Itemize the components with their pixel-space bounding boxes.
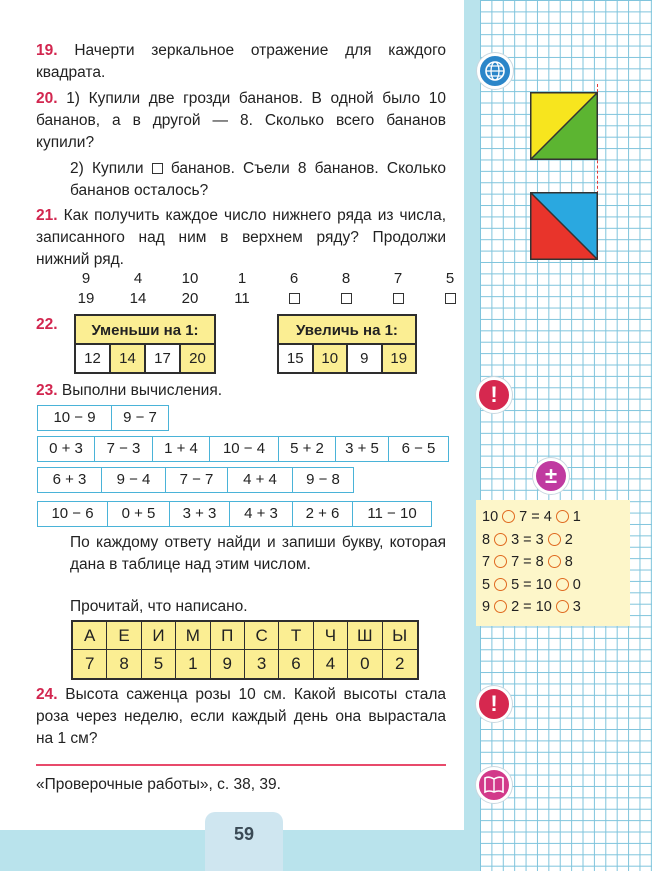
- task-text: 2) Купили: [70, 160, 144, 177]
- table-title: Увеличь на 1:: [279, 316, 415, 345]
- number-cell: 7: [393, 270, 403, 287]
- expression-cell: 0 + 3: [38, 437, 95, 461]
- task-22: [36, 314, 58, 336]
- comparison-line: 8 3 = 3 2: [482, 531, 573, 548]
- task-text: бананов. Съели 8 бананов. Сколько бананов осталось?: [70, 160, 447, 199]
- plus-minus-icon: ±: [533, 458, 569, 494]
- number-cell: 20: [181, 290, 199, 307]
- task-23-read: Прочитай, что написано.: [70, 598, 248, 615]
- digit-cell: 2: [383, 650, 417, 678]
- letter-cell: П: [211, 622, 245, 650]
- letter-cell: Ы: [383, 622, 417, 650]
- number-cell: 5: [445, 270, 455, 287]
- expression-cell: 10 − 4: [210, 437, 279, 461]
- task-19: [36, 40, 446, 84]
- number-cell: 10: [181, 270, 199, 287]
- page-number: 59: [233, 824, 255, 844]
- expression-cell: 10 − 6: [38, 502, 108, 526]
- globe-icon: [477, 53, 513, 89]
- number-cell: 19: [77, 290, 95, 307]
- digit-cell: 4: [314, 650, 348, 678]
- expression-cell: 9 − 4: [102, 468, 166, 492]
- number-cell: 1: [237, 270, 247, 287]
- expression-cell: 7 − 7: [166, 468, 228, 492]
- task-number: 21.: [36, 207, 58, 224]
- task-number: 23.: [36, 382, 58, 399]
- expression-row: [37, 501, 432, 527]
- digit-cell: 7: [73, 650, 107, 678]
- number-cell: 6: [289, 270, 299, 287]
- expression-cell: 6 − 5: [401, 440, 436, 457]
- number-row-top: [60, 270, 476, 287]
- comparison-panel: [476, 500, 630, 626]
- letter-cell: Е: [107, 622, 141, 650]
- table-cell: 15: [279, 345, 314, 372]
- divider-line: [36, 764, 446, 766]
- decrease-table: [74, 314, 216, 374]
- comparison-line: 9 2 = 10 3: [482, 599, 581, 615]
- task-21: [36, 205, 446, 271]
- expression-cell: 2 + 6: [293, 502, 353, 526]
- expression-cell: 10 − 9: [38, 406, 112, 430]
- expression-row: [37, 467, 354, 493]
- book-icon: [476, 767, 512, 803]
- comparison-line: 7 7 = 8 8: [482, 554, 573, 570]
- expression-cell: 9 − 7: [123, 409, 157, 426]
- yellow-green-square: [530, 92, 598, 160]
- digit-cell: 6: [279, 650, 313, 678]
- task-23-instruction: По каждому ответу найди и запиши букву, которая дана в таблице над этим числом.: [70, 534, 446, 573]
- task-20-part2: [70, 158, 446, 202]
- digit-cell: 8: [107, 650, 141, 678]
- number-cell: 11: [234, 290, 250, 307]
- workbook-reference: «Проверочные работы», с. 38, 39.: [36, 776, 281, 793]
- expression-cell: 3 + 3: [170, 502, 230, 526]
- number-cell: 8: [341, 270, 351, 287]
- table-cell: 14: [111, 345, 146, 372]
- task-text: 1) Купили две грозди бананов. В одной было 10 бананов, а в другой — 8. Сколько всего бананов купили?: [36, 90, 446, 151]
- empty-box-cell: [372, 290, 424, 307]
- task-text: Выполни вычисления.: [61, 382, 223, 399]
- empty-box: [152, 163, 163, 174]
- number-cell: 9: [81, 270, 91, 287]
- task-number: 20.: [36, 90, 58, 107]
- letter-cell: С: [245, 622, 279, 650]
- empty-box-cell: [424, 290, 476, 307]
- task-number: 19.: [36, 42, 58, 59]
- exclamation-icon: !: [476, 377, 512, 413]
- table-cell: 9: [348, 345, 383, 372]
- expression-row: [37, 405, 169, 431]
- letter-code-table: [71, 620, 419, 680]
- letter-cell: Т: [279, 622, 313, 650]
- expression-cell: 9 − 8: [306, 471, 340, 488]
- table-cell: 12: [76, 345, 111, 372]
- number-row-bottom: [60, 290, 476, 307]
- expression-cell: 7 − 3: [95, 437, 153, 461]
- comparison-line: 5 5 = 10 0: [482, 576, 581, 593]
- letter-cell: И: [142, 622, 176, 650]
- letter-cell: Ч: [314, 622, 348, 650]
- table-cell: 10: [314, 345, 349, 372]
- task-20: [36, 88, 446, 154]
- table-cell: 20: [181, 345, 214, 372]
- letter-cell: Ш: [348, 622, 382, 650]
- expression-cell: 1 + 4: [153, 437, 210, 461]
- expression-cell: 5 + 2: [279, 437, 336, 461]
- empty-box-cell: [268, 290, 320, 307]
- expression-cell: 6 + 3: [38, 468, 102, 492]
- red-blue-square: [530, 192, 598, 260]
- expression-row: [37, 436, 449, 462]
- task-number: 22.: [36, 316, 58, 333]
- expression-cell: 4 + 4: [228, 468, 293, 492]
- task-23: [36, 380, 222, 402]
- task-24: [36, 684, 446, 750]
- number-cell: 4: [133, 270, 143, 287]
- task-text: Начерти зеркальное отражение для каждого квадрата.: [36, 42, 447, 81]
- expression-cell: 0 + 5: [108, 502, 170, 526]
- expression-cell: 3 + 5: [336, 437, 389, 461]
- task-number: 24.: [36, 686, 58, 703]
- increase-table: [277, 314, 417, 374]
- letter-cell: М: [176, 622, 210, 650]
- digit-cell: 1: [176, 650, 210, 678]
- table-title: Уменьши на 1:: [76, 316, 214, 345]
- comparison-line: 10 7 = 4 1: [482, 509, 581, 525]
- table-cell: 17: [146, 345, 181, 372]
- number-cell: 14: [129, 290, 147, 307]
- empty-box-cell: [320, 290, 372, 307]
- letter-cell: А: [73, 622, 107, 650]
- table-cell: 19: [383, 345, 416, 372]
- expression-cell: 4 + 3: [230, 502, 293, 526]
- task-text: Высота саженца розы 10 см. Какой высоты стала роза через неделю, если каждый день она вырастала на 1 см?: [36, 686, 446, 747]
- digit-cell: 3: [245, 650, 279, 678]
- task-text: Как получить каждое число нижнего ряда из числа, записанного над ним в верхнем ряду? Продолжи нижний ряд.: [36, 207, 446, 268]
- exclamation-icon: !: [476, 686, 512, 722]
- digit-cell: 0: [348, 650, 382, 678]
- digit-cell: 9: [211, 650, 245, 678]
- digit-cell: 5: [142, 650, 176, 678]
- expression-cell: 11 − 10: [367, 505, 417, 522]
